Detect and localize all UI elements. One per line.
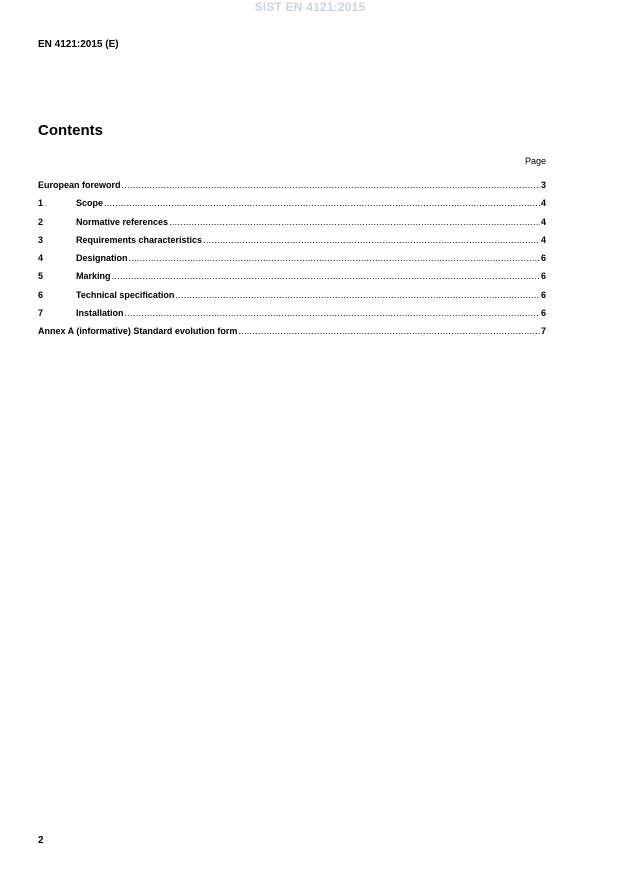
toc-entry-number: 1	[38, 198, 44, 209]
toc-dot-leader	[104, 198, 540, 208]
toc-dot-leader	[203, 235, 540, 245]
toc-entry-number: 4	[38, 253, 44, 264]
toc-entry-marking[interactable]	[38, 271, 546, 289]
toc-entry-page: 6	[540, 289, 546, 300]
page-number: 2	[38, 835, 44, 846]
toc-dot-leader	[125, 308, 540, 318]
toc-entry-number: 6	[38, 289, 44, 300]
toc-entry-title: Annex A (informative) Standard evolution form	[38, 326, 238, 337]
document-id: EN 4121:2015 (E)	[38, 39, 119, 50]
watermark: SIST EN 4121:2015	[254, 0, 366, 14]
toc-entry-page: 6	[540, 308, 546, 319]
toc-entry-requirements[interactable]	[38, 235, 546, 253]
toc-dot-leader	[112, 271, 540, 281]
contents-heading: Contents	[38, 122, 103, 139]
toc-entry-page: 6	[540, 271, 546, 282]
toc-dot-leader	[122, 180, 540, 190]
toc-entry-number: 3	[38, 234, 44, 245]
toc-entry-normative-references[interactable]	[38, 217, 546, 235]
toc-entry-page: 4	[540, 198, 546, 209]
toc-entry-page: 4	[540, 216, 546, 227]
toc-entry-title: Designation	[76, 253, 128, 264]
toc-entry-designation[interactable]	[38, 253, 546, 271]
toc-entry-title: Technical specification	[76, 289, 175, 300]
toc-dot-leader	[129, 253, 540, 263]
page-column-label: Page	[524, 156, 546, 166]
toc-entry-title: Scope	[76, 198, 104, 209]
toc-entry-title: Requirements characteristics	[76, 234, 203, 245]
toc-entry-installation[interactable]	[38, 308, 546, 326]
toc-entry-page: 7	[540, 326, 546, 337]
toc-entry-page: 3	[540, 180, 546, 190]
toc-entry-foreword[interactable]	[38, 180, 546, 198]
toc-entry-title: European foreword	[38, 180, 121, 190]
toc-entry-title: Normative references	[76, 216, 169, 227]
toc-dot-leader	[175, 290, 540, 300]
toc-dot-leader	[169, 217, 540, 227]
toc-entry-title: Marking	[76, 271, 111, 282]
toc-entry-page: 4	[540, 234, 546, 245]
table-of-contents	[38, 180, 546, 345]
toc-entry-annex-a[interactable]	[38, 326, 546, 344]
toc-entry-scope[interactable]	[38, 198, 546, 216]
toc-entry-number: 2	[38, 216, 44, 227]
toc-entry-title: Installation	[76, 308, 124, 319]
toc-entry-technical-specification[interactable]	[38, 290, 546, 308]
toc-entry-page: 6	[540, 253, 546, 264]
toc-entry-number: 5	[38, 271, 44, 282]
toc-dot-leader	[238, 326, 540, 336]
toc-entry-number: 7	[38, 308, 44, 319]
